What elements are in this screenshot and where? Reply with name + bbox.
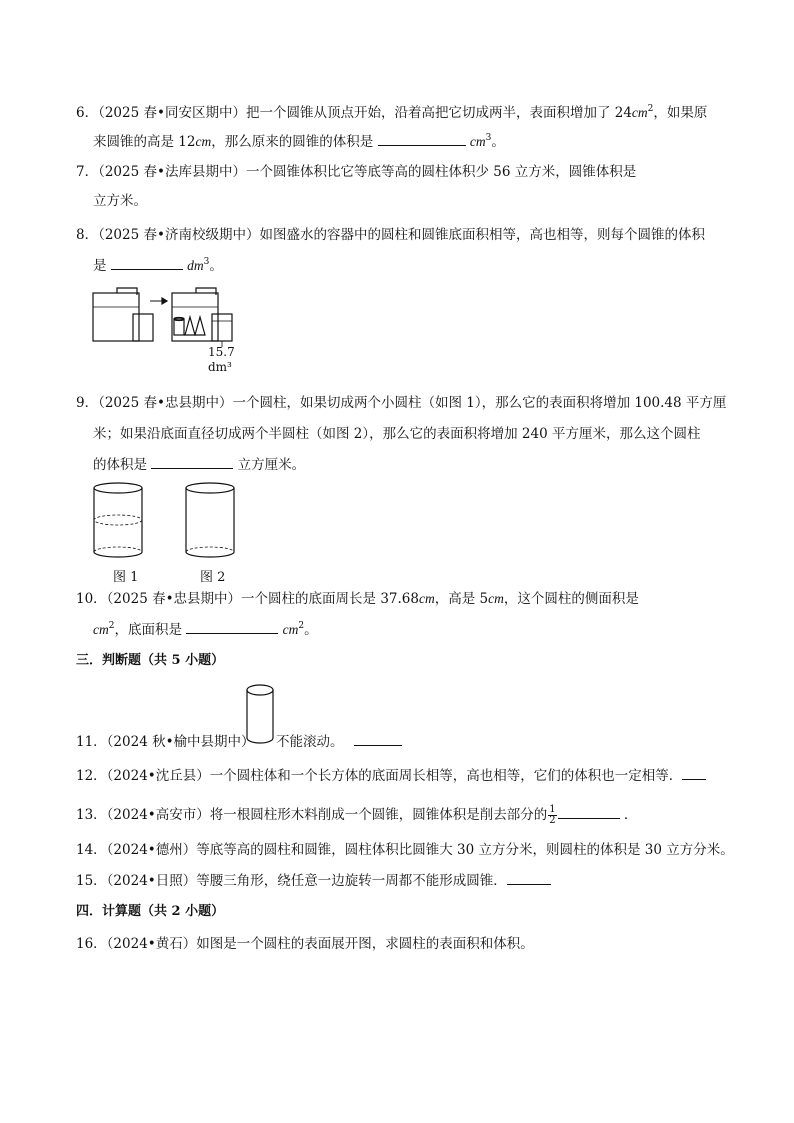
answer-blank[interactable] [558, 806, 620, 819]
figure-value-label: 15.7 [208, 345, 235, 359]
question-16: 16．（2024•黄石）如图是一个圆柱的表面展开图，求圆柱的表面积和体积。 [76, 936, 534, 952]
question-11-prefix: 11．（2024 秋•榆中县期中） [76, 734, 255, 750]
question-7-line-2: 立方米。 [93, 193, 147, 209]
question-12: 12．（2024•沈丘县）一个圆柱体和一个长方体的底面周长相等，高也相等，它们的体积也一定相等． [76, 767, 706, 785]
answer-blank[interactable] [378, 133, 466, 146]
figure-1-caption: 图 1 [113, 570, 139, 585]
question-6-line-2: 来圆锥的高是 12cm，那么原来的圆锥的体积是 $cm^3$。 [93, 133, 505, 150]
answer-blank[interactable] [354, 733, 402, 746]
question-8-line-1: 8．（2025 春•济南校级期中）如图盛水的容器中的圆柱和圆锥底面积相等，高也相等，则每个圆锥的体积 [76, 227, 705, 243]
figure-2-caption: 图 2 [200, 570, 226, 585]
answer-blank[interactable] [186, 621, 278, 634]
question-10-line-2: $cm^2$，底面积是 $cm^2$。 [93, 621, 318, 638]
question-9-line-1: 9．（2025 春•忠县期中）一个圆柱，如果切成两个小圆柱（如图 1），那么它的表面积将增加 100.48 平方厘 [76, 395, 727, 411]
section-4-title: 四．计算题（共 2 小题） [76, 904, 225, 919]
fraction: $\frac{1}{2}$ [549, 804, 556, 826]
question-10-line-1: 10．（2025 春•忠县期中）一个圆柱的底面周长是 37.68cm，高是 5cm，这个圆柱的侧面积是 [76, 591, 639, 607]
answer-blank[interactable] [151, 456, 233, 469]
cylinder-figure-2 [184, 482, 236, 562]
section-3-title: 三．判断题（共 5 小题） [76, 653, 225, 668]
question-7-line-1: 7．（2025 春•法库县期中）一个圆锥体积比它等底等高的圆柱体积少 56 立方米，圆锥体积是 [76, 164, 637, 180]
question-9-line-3: 的体积是 立方厘米。 [93, 457, 306, 473]
question-9-line-2: 米；如果沿底面直径切成两个半圆柱（如图 2），那么它的表面积将增加 240 平方厘米，那么这个圆柱 [93, 426, 701, 442]
question-13: 13．（2024•高安市）将一根圆柱形木料削成一个圆锥，圆锥体积是削去部分的 $\frac{1}{2}$ ． [76, 804, 638, 826]
question-6-line-1: 6．（2025 春•同安区期中）把一个圆锥从顶点开始，沿着高把它切成两半，表面积增加了 $24cm^2$，如果原 [76, 104, 708, 121]
cylinder-figure-1 [92, 482, 144, 562]
question-15: 15．（2024•日照）等腰三角形，绕任意一边旋转一周都不能形成圆锥． [76, 872, 551, 890]
answer-blank[interactable] [507, 872, 551, 885]
answer-blank[interactable] [111, 257, 183, 270]
answer-blank[interactable] [682, 767, 706, 780]
question-14: 14．（2024•德州）等底等高的圆柱和圆锥，圆柱体积比圆锥大 30 立方分米，则圆柱的体积是 30 立方分米。 [76, 842, 734, 858]
question-11-suffix: 不能滚动。 [276, 733, 402, 751]
question-8-line-2: 是 $dm^3$。 [93, 257, 223, 274]
figure-unit-label: dm³ [208, 360, 232, 374]
